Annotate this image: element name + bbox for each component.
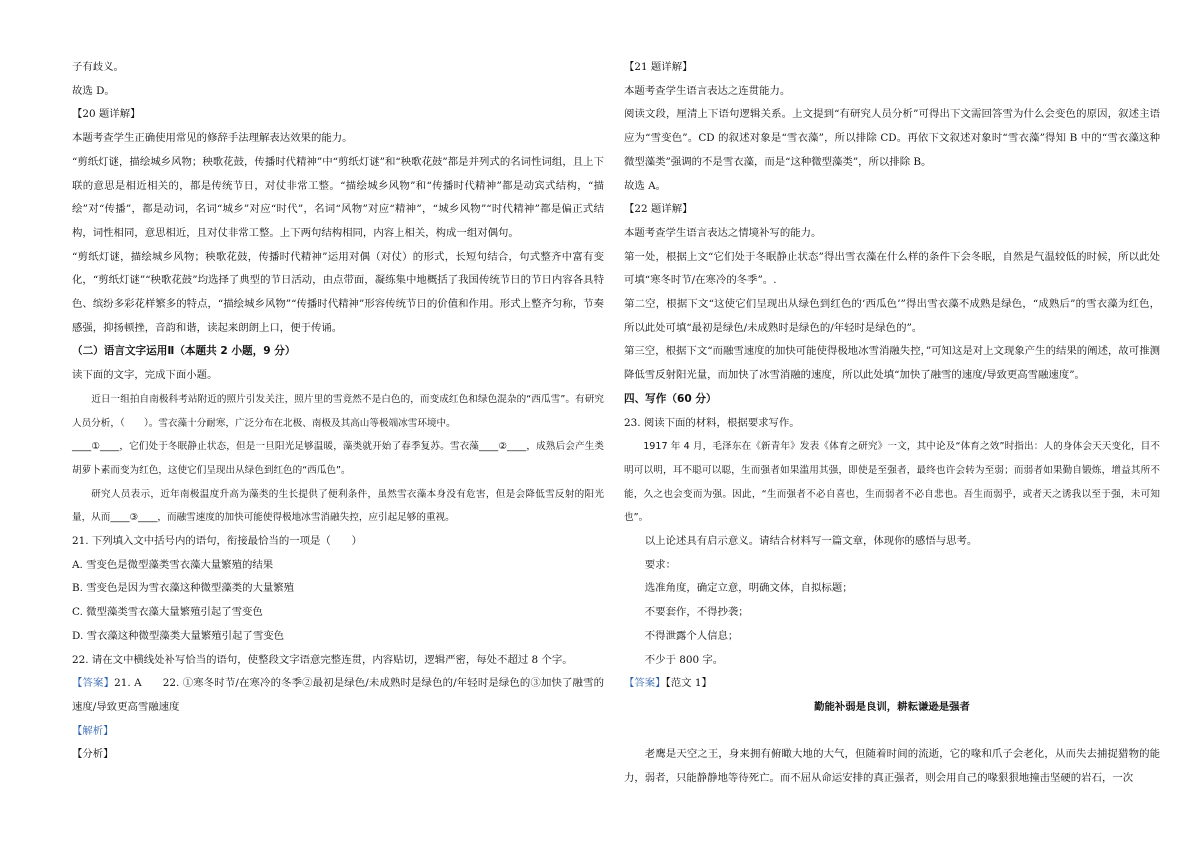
subheading-q22: 【22 题详解】 xyxy=(624,203,693,216)
essay-title: 勤能补弱是良训，耕耘谦逊是强者 xyxy=(814,700,970,713)
option-b: B. 雪变色是因为雪衣藻这种微型藻类的大量繁殖 xyxy=(72,582,295,595)
analysis-paragraph: 第一处，根据上文“它们处于冬眠静止状态”得出雪衣藻在什么样的条件下会冬眠，自然是气温较低的时候，所以此处可填“寒冬时节/在寒冷的冬季”。. xyxy=(624,250,1160,287)
writing-task: 以上论述具有启示意义。请结合材料写一篇文章，体现你的感悟与思考。 xyxy=(644,535,978,548)
right-column xyxy=(624,56,1160,791)
answer-tag: 【答案】 xyxy=(72,677,115,690)
requirement-item: 不得泄露个人信息； xyxy=(644,629,739,642)
reading-passage: ____①____，它们处于冬眠静止状态，但是一旦阳光足够温暖，藻类就开始了春季复苏。雪衣藻____②____，成熟后会产生类胡萝卜素而变为红色，这使它们呈现出从绿色到红色的“西瓜色”。 xyxy=(72,441,604,476)
text-line: 本题考查学生正确使用常见的修辞手法理解表达效果的能力。 xyxy=(72,132,353,145)
blank-line xyxy=(624,720,1160,744)
text-line: 故选 D。 xyxy=(72,84,115,97)
analysis-paragraph: “剪纸灯谜，描绘城乡风物；秧歌花鼓，传播时代精神”运用对偶（对仗）的形式，长短句结合，句式整齐中富有变化，“剪纸灯谜”“秧歌花鼓”均选择了典型的节日活动，由点带面，凝练集中地概括了我国传统节日的节日内容各具特色、缤纷多彩花样繁多的特点，“描绘城乡风物”“传播时代精神”形容传统节日的价值和作用。形式上整齐匀称，节奏感强，抑扬顿挫，音韵和谐，读起来朗朗上口，便于传诵。 xyxy=(72,250,604,334)
requirement-item: 不要套作，不得抄袭； xyxy=(644,606,749,619)
sample-label: 【范文 1】 xyxy=(665,677,712,690)
subheading-q20: 【20 题详解】 xyxy=(72,108,141,121)
answer-line xyxy=(624,672,1160,696)
requirement-item: 不少于 800 字。 xyxy=(644,653,724,666)
left-column xyxy=(72,56,604,767)
question-23: 23. 阅读下面的材料，根据要求写作。 xyxy=(624,416,800,429)
subheading-q21: 【21 题详解】 xyxy=(624,61,693,73)
text-line: 子有歧义。 xyxy=(72,61,124,73)
writing-material: 1917 年 4 月，毛泽东在《新青年》发表《体育之研究》一文，其中论及“体育之效”时指出：人的身体会天天变化，目不明可以明，耳不聪可以聪，生而强者如果滥用其强，即使是至强者，最终也许会转为至弱；而弱者如果勤自锻炼，增益其所不能，久之也会变而为强。因此，“生而强者不必自喜也，生而弱者不必自悲也。吾生而弱乎，或者天之诱我以至于强，未可知也”。 xyxy=(624,441,1160,524)
analysis-paragraph: 第二空，根据下文“这使它们呈现出从绿色到红色的‘西瓜色’”得出雪衣藻不成熟是绿色，“成熟后”的雪衣藻为红色，所以此处可填“最初是绿色/未成熟时是绿色的/年轻时是绿色的”。 xyxy=(624,298,1160,334)
analysis-head: 【分析】 xyxy=(72,748,114,761)
question-22: 22. 请在文中横线处补写恰当的语句，使整段文字语意完整连贯，内容贴切，逻辑严密，每处不超过 8 个字。 xyxy=(72,653,573,666)
instruction: 读下面的文字，完成下面小题。 xyxy=(72,369,218,382)
question-21: 21. 下列填入文中括号内的语句，衔接最恰当的一项是（ ） xyxy=(72,535,362,548)
option-c: C. 微型藻类雪衣藻大量繁殖引起了雪变色 xyxy=(72,606,263,619)
answer-block xyxy=(72,672,604,719)
essay-paragraph: 老鹰是天空之王，身来拥有俯瞰大地的大气，但随着时间的流逝，它的喙和爪子会老化，从而失去捕捉猎物的能力，弱者，只能静静地等待死亡。而不屈从命运安排的真正强者，则会用自己的喙狠狠地撞击坚硬的岩石，一次 xyxy=(624,748,1160,785)
answer-tag: 【答案】 xyxy=(624,677,666,690)
requirements-head: 要求： xyxy=(644,558,676,571)
answer-text: 21. A 22. ①寒冬时节/在寒冷的冬季②最初是绿色/未成熟时是绿色的/年轻时是绿色的③加快了融雪的速度/导致更高雪融速度 xyxy=(72,677,604,713)
option-a: A. 雪变色是微型藻类雪衣藻大量繁殖的结果 xyxy=(72,558,274,571)
reading-passage: 研究人员表示，近年南极温度升高为藻类的生长提供了便利条件，虽然雪衣藻本身没有危害，但是会降低雪反射的阳光量，从而____③____，而融雪速度的加快可能使得极地冰雪消融失控，应引起足够的重视。 xyxy=(72,488,604,524)
requirement-item: 选准角度，确定立意，明确文体，自拟标题； xyxy=(644,582,853,595)
section-heading: 四、写作（60 分） xyxy=(624,392,717,405)
reading-passage: 近日一组拍自南极科考站附近的照片引发关注，照片里的雪竟然不是白色的，而变成红色和绿色混杂的“西瓜雪”。有研究人员分析，（ ）。雪衣藻十分耐寒，广泛分布在北极、南极及其高山等极端冰雪环境中。 xyxy=(72,393,604,429)
text-line: 本题考查学生语言表达之情境补写的能力。 xyxy=(624,226,822,239)
section-heading: （二）语言文字运用Ⅱ（本题共 2 小题，9 分） xyxy=(72,345,296,358)
option-d: D. 雪衣藻这种微型藻类大量繁殖引起了雪变色 xyxy=(72,629,284,642)
text-line: 本题考查学生语言表达之连贯能力。 xyxy=(624,84,791,97)
text-line: 故选 A。 xyxy=(624,179,666,192)
analysis-paragraph: “剪纸灯谜，描绘城乡风物；秧歌花鼓，传播时代精神”中“剪纸灯谜”和“秧歌花鼓”都是并列式的名词性词组，且上下联的意思是相近相关的，都是传统节日，对仗非常工整。“描绘城乡风物”和“传播时代精神”都是动宾式结构，“描绘”对“传播”，都是动词，名词“城乡”对应“时代”，名词“风物”对应“精神”，“城乡风物”“时代精神”都是偏正式结构，词性相同，意思相近，且对仗非常工整。上下两句结构相同，内容上相关，构成一组对偶句。 xyxy=(72,155,604,239)
analysis-tag: 【解析】 xyxy=(72,724,114,737)
analysis-paragraph: 第三空，根据下文“而融雪速度的加快可能使得极地冰雪消融失控，”可知这是对上文现象产生的结果的阐述，故可推测降低雪反射阳光量，而加快了冰雪消融的速度，所以此处填“加快了融雪的速度/导致更高雪融速度”。 xyxy=(624,345,1160,382)
analysis-paragraph: 阅读文段，厘清上下语句逻辑关系。上文提到“有研究人员分析”可得出下文需回答雪为什么会变色的原因，叙述主语应为“雪变色”。CD 的叙述对象是“雪衣藻”，所以排除 CD。再依下文叙述对象时“雪衣藻”得知 B 中的“雪衣藻这种微型藻类”强调的不是雪衣藻，而是“这种微型藻类”，所以排除 B。 xyxy=(624,108,1160,168)
